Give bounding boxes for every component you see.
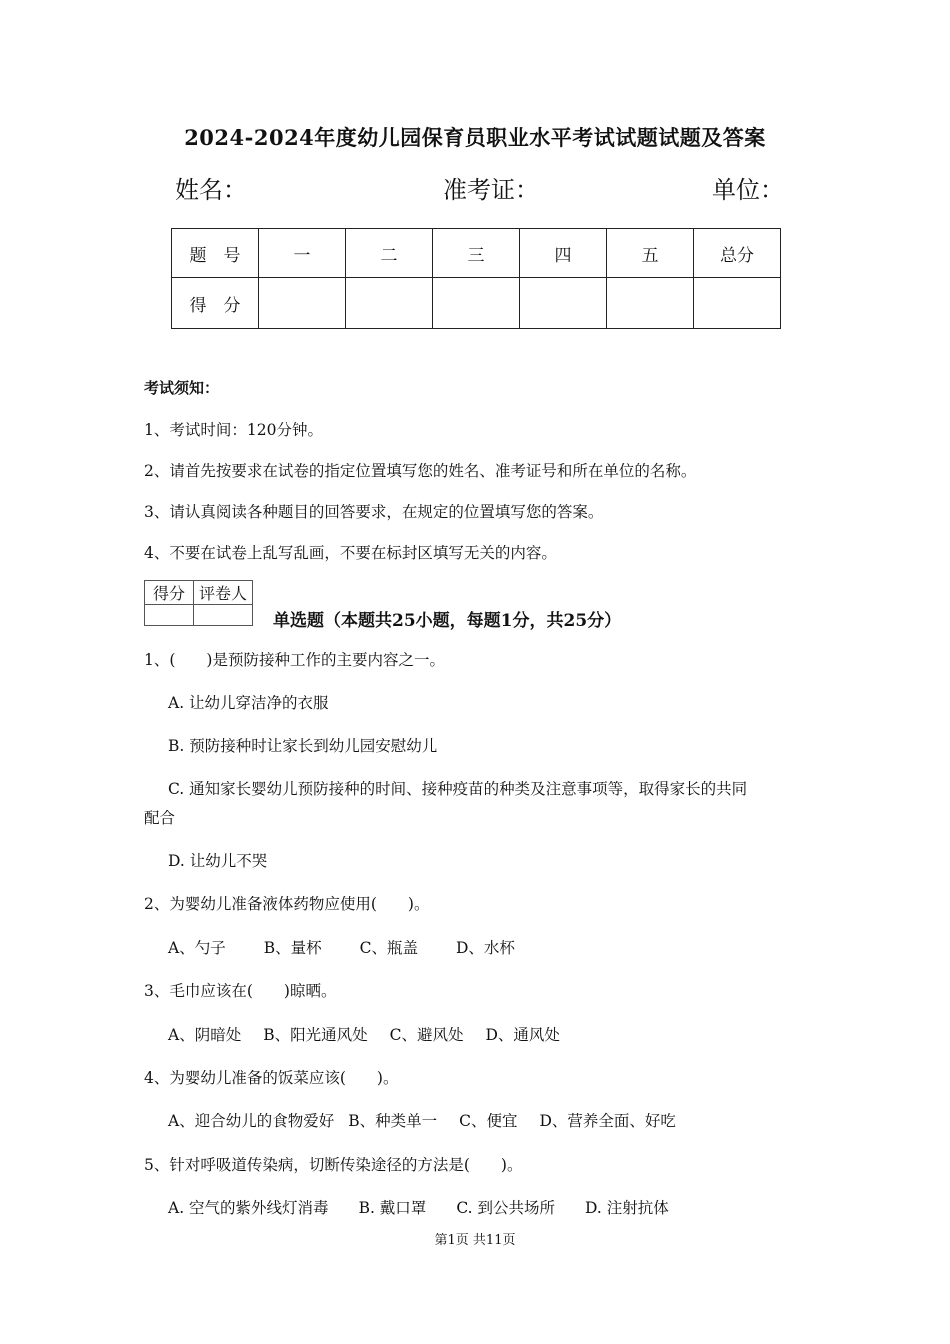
exam-id-label: 准考证： [443,176,539,204]
score-cell [520,278,607,329]
question-option: A、迎合幼儿的食物爱好 [168,1112,335,1130]
question-option: D、水杯 [455,939,515,957]
score-cell [346,278,433,329]
question-option: B、量杯 [263,939,322,957]
question-option: A. 空气的紫外线灯消毒 [168,1199,329,1217]
header-cell-2: 二 [346,229,433,278]
header-cell-total: 总分 [694,229,781,278]
header-cell-5: 五 [607,229,694,278]
question-option: A. 让幼儿穿洁净的衣服 [168,694,329,712]
score-cell [694,278,781,329]
header-cell-label: 题 号 [172,229,259,278]
question-option: D. 让幼儿不哭 [168,852,268,870]
grader-reviewer-label: 评卷人 [194,581,253,605]
question-option: B、阳光通风处 [263,1026,368,1044]
score-cell [607,278,694,329]
question-option: D. 注射抗体 [584,1199,669,1217]
grader-reviewer-cell [194,605,253,626]
question-option: C、便宜 [459,1112,518,1130]
section-title: 单选题（本题共25小题，每题1分，共25分） [273,611,622,631]
question-options-row [168,1196,707,1218]
page-footer: 第1页 共11页 [434,1233,516,1248]
question-stem: 4、为婴幼儿准备的饭菜应该( )。 [144,1069,399,1087]
question-stem: 5、针对呼吸道传染病，切断传染途径的方法是( )。 [144,1156,523,1174]
question-options-row [168,936,553,958]
candidate-info-row [175,170,784,204]
question-stem: 1、( )是预防接种工作的主要内容之一。 [144,651,445,669]
question-option: D、营养全面、好吃 [539,1112,676,1130]
grader-box [144,580,253,626]
question-option: C、避风处 [389,1026,464,1044]
question-stem: 3、毛巾应该在( )晾晒。 [144,982,337,1000]
grader-score-cell [145,605,194,626]
grader-score-label: 得分 [145,581,194,605]
score-table-score-row [172,278,781,329]
question-option: A、勺子 [168,939,226,957]
question-option: A、阴暗处 [168,1026,242,1044]
question-option: B. 戴口罩 [358,1199,427,1217]
document-title: 2024-2024年度幼儿园保育员职业水平考试试题试题及答案 [184,125,766,150]
name-label: 姓名： [175,176,247,204]
notice-item: 3、请认真阅读各种题目的回答要求，在规定的位置填写您的答案。 [144,503,604,521]
question-option: C. 通知家长婴幼儿预防接种的时间、接种疫苗的种类及注意事项等，取得家长的共同 [168,780,748,798]
question-options-row [168,1023,598,1045]
score-table [171,228,781,329]
question-option: B、种类单一 [348,1112,438,1130]
question-option: C. 到公共场所 [456,1199,555,1217]
question-options-row [168,1109,714,1131]
score-cell [433,278,520,329]
header-cell-4: 四 [520,229,607,278]
notice-title: 考试须知： [144,379,220,397]
notice-item: 1、考试时间：120分钟。 [144,421,323,439]
header-cell-3: 三 [433,229,520,278]
question-stem: 2、为婴幼儿准备液体药物应使用( )。 [144,895,430,913]
score-table-header-row [172,229,781,278]
notice-item: 4、不要在试卷上乱写乱画，不要在标封区填写无关的内容。 [144,544,557,562]
unit-label: 单位： [712,176,784,204]
header-cell-1: 一 [259,229,346,278]
question-option: B. 预防接种时让家长到幼儿园安慰幼儿 [168,737,438,755]
question-option: C、瓶盖 [359,939,418,957]
question-option-continuation: 配合 [144,809,176,827]
score-cell [259,278,346,329]
score-row-label: 得 分 [172,278,259,329]
notice-item: 2、请首先按要求在试卷的指定位置填写您的姓名、准考证号和所在单位的名称。 [144,462,697,480]
question-option: D、通风处 [485,1026,560,1044]
